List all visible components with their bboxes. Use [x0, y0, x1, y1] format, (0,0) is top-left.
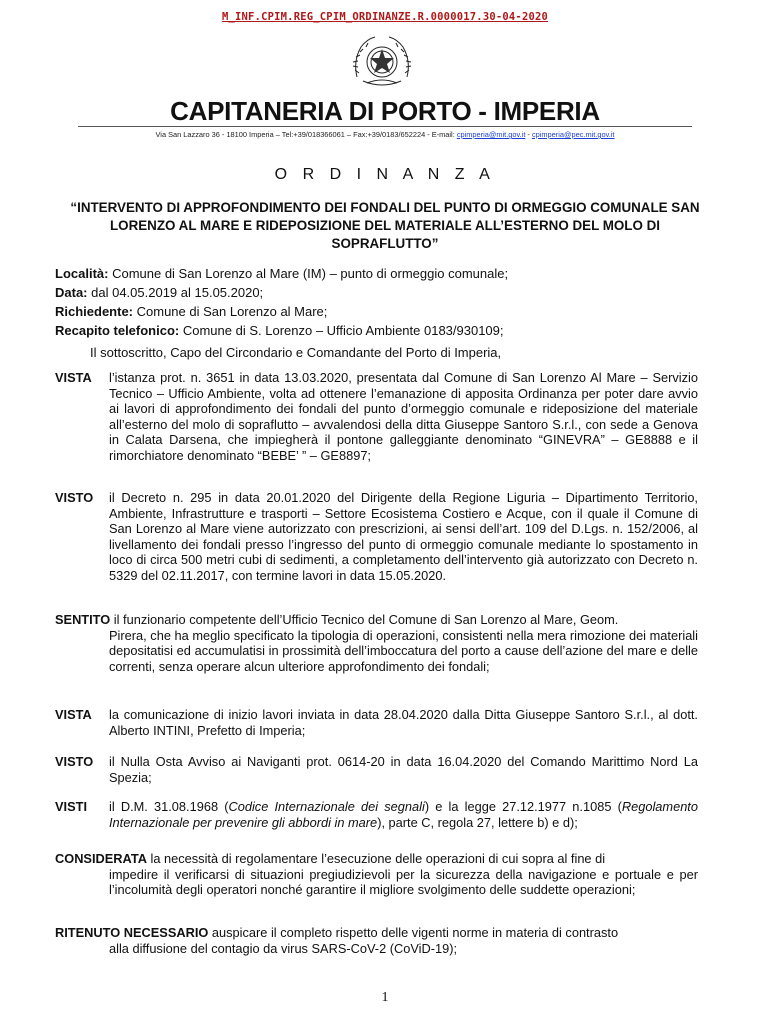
page-title: CAPITANERIA DI PORTO - IMPERIA: [170, 96, 600, 126]
meta-richiedente-value: Comune di San Lorenzo al Mare;: [133, 304, 328, 319]
clause-keyword: VISTA: [55, 707, 92, 722]
ordinance-subject: “INTERVENTO DI APPROFONDIMENTO DEI FONDALI DEL PUNTO DI ORMEGGIO COMUNALE SAN LORENZO AL MARE E RIDEPOSIZIONE DEL MATERIALE ALL’ESTERNO DEL MOLO DI SOPRAFLUTTO”: [70, 200, 700, 251]
email-link-2[interactable]: cpimperia@pec.mit.gov.it: [531, 130, 615, 139]
intro-sentence: Il sottoscritto, Capo del Circondario e Comandante del Porto di Imperia,: [90, 345, 502, 360]
clause-text: la comunicazione di inizio lavori inviata in data 28.04.2020 dalla Ditta Giuseppe Santoro S.r.l., al dott. Alberto INTINI, Prefetto di Imperia;: [109, 707, 698, 738]
clause-keyword: VISTA: [55, 370, 92, 385]
clause-first-text: la necessità di regolamentare l’esecuzione delle operazioni di cui sopra al fine di: [146, 851, 606, 866]
meta-recapito-label: Recapito telefonico:: [55, 323, 180, 338]
clause-text: [109, 799, 698, 830]
clause-first-text: il funzionario competente dell’Ufficio Tecnico del Comune di San Lorenzo al Mare, Geom.: [110, 612, 619, 627]
clause-text: l’istanza prot. n. 3651 in data 13.03.2020, presentata dal Comune di San Lorenzo Al Mare – Servizio Tecnico – Ufficio Ambiente, volta ad ottenere l’emanazione di apposita Ordinanza per poter dare avvio ai lavori di approfondimento dei fondali del punto d’ormeggio comunale e rideposizione del materiale all’esterno del molo di sopraflutto – avvalendosi della ditta Giuseppe Santoro S.r.l., con sede a Genova in Calata Darsena, che impiegherà il pontone galleggiante denominato “GINEVRA” – GE8888 e il rimorchiatore denominato “BEBE’ ” – GE8897;: [109, 370, 698, 463]
clause-keyword: SENTITO: [55, 612, 111, 627]
contact-address: [0, 130, 770, 139]
clause-text-part: il D.M. 31.08.1968 (: [109, 799, 229, 814]
clause-first-text: auspicare il completo rispetto delle vigenti norme in materia di contrasto: [208, 925, 619, 940]
meta-localita: [55, 264, 715, 283]
meta-recapito-value: Comune di S. Lorenzo – Ufficio Ambiente 0183/930109;: [179, 323, 504, 338]
clause-first-line: [55, 612, 698, 628]
meta-richiedente-label: Richiedente:: [55, 304, 134, 319]
protocol-number: M_INF.CPIM.REG_CPIM_ORDINANZE.R.0000017.30-04-2020: [221, 11, 549, 23]
clause-keyword: CONSIDERATA: [55, 851, 147, 866]
clause-first-line: [55, 925, 698, 941]
address-separator: -: [525, 130, 532, 139]
clause-text: Pirera, che ha meglio specificato la tipologia di operazioni, consistenti nella mera rimozione dei materiali depositatisi ed accumulatisi in prossimità dell’imboccatura del porto a cause dell’azione del mare e delle correnti, senza operare alcun ulteriore approfondimento dei fondali;: [109, 627, 698, 674]
clause-vista-istanza: [55, 370, 698, 464]
clause-keyword: RITENUTO NECESSARIO: [55, 925, 209, 940]
clause-text: il Nulla Osta Avviso ai Naviganti prot. 0614-20 in data 16.04.2020 del Comando Marittimo Nord La Spezia;: [109, 754, 698, 785]
meta-recapito: [55, 321, 715, 340]
clause-keyword: VISTO: [55, 754, 94, 769]
clause-text: alla diffusione del contagio da virus SARS-CoV-2 (CoViD-19);: [109, 940, 458, 956]
meta-data: [55, 283, 715, 302]
clause-visto-nulla-osta: [55, 754, 698, 785]
clause-text-italic: Regolamento Internazionale per prevenire gli abbordi in mare: [109, 799, 698, 830]
clause-ritenuto-necessario: [55, 925, 698, 956]
clause-text-part: ), parte C, regola 27, lettere b) e d);: [377, 814, 578, 830]
clause-keyword: VISTO: [55, 490, 94, 505]
title-divider: [78, 126, 692, 127]
clause-visti-dm: [55, 799, 698, 830]
ordinance-metadata: [55, 264, 715, 340]
clause-considerata: [55, 851, 698, 898]
email-link-1[interactable]: cpimperia@mit.gov.it: [456, 130, 526, 139]
address-text: Via San Lazzaro 36 - 18100 Imperia – Tel:+39/018366061 – Fax:+39/0183/652224 - E-mail:: [155, 130, 457, 139]
italian-republic-emblem-icon: [349, 33, 415, 91]
meta-data-value: dal 04.05.2019 al 15.05.2020;: [87, 285, 264, 300]
meta-localita-label: Località:: [55, 266, 109, 281]
clause-visto-decreto: [55, 490, 698, 584]
clause-sentito: [55, 612, 698, 674]
clause-text-part: ) e la legge 27.12.1977 n.1085 (: [424, 799, 622, 814]
clause-text-italic: Codice Internazionale dei segnali: [228, 799, 425, 814]
meta-data-label: Data:: [55, 285, 88, 300]
meta-localita-value: Comune di San Lorenzo al Mare (IM) – punto di ormeggio comunale;: [108, 266, 509, 281]
meta-richiedente: [55, 302, 715, 321]
clause-vista-comunicazione: [55, 707, 698, 738]
page-number: 1: [381, 990, 389, 1005]
document-type: O R D I N A N Z A: [274, 166, 496, 183]
clause-keyword: VISTI: [55, 799, 87, 814]
clause-text: impedire il verificarsi di situazioni pregiudizievoli per la sicurezza della navigazione e portuale e per l’incolumità degli operatori nonché garantire il migliore svolgimento delle suddette operazioni;: [109, 866, 698, 898]
clause-text: il Decreto n. 295 in data 20.01.2020 del Dirigente della Regione Liguria – Dipartimento Territorio, Ambiente, Infrastrutture e trasporti – Settore Ecosistema Costiero e Acque, con il quale il Comune di San Lorenzo al Mare viene autorizzato con prescrizioni, ai sensi dell’art. 109 del D.Lgs. n. 152/2006, al livellamento dei fondali presso l’ingresso del punto di ormeggio comunale mediante lo spostamento in loco di circa 500 metri cubi di sedimenti, a completamento dell’intervento già autorizzato con Decreto n. 5329 del 02.11.2017, con termine lavori in data 15.05.2020.: [109, 490, 698, 583]
clause-first-line: [55, 851, 698, 867]
